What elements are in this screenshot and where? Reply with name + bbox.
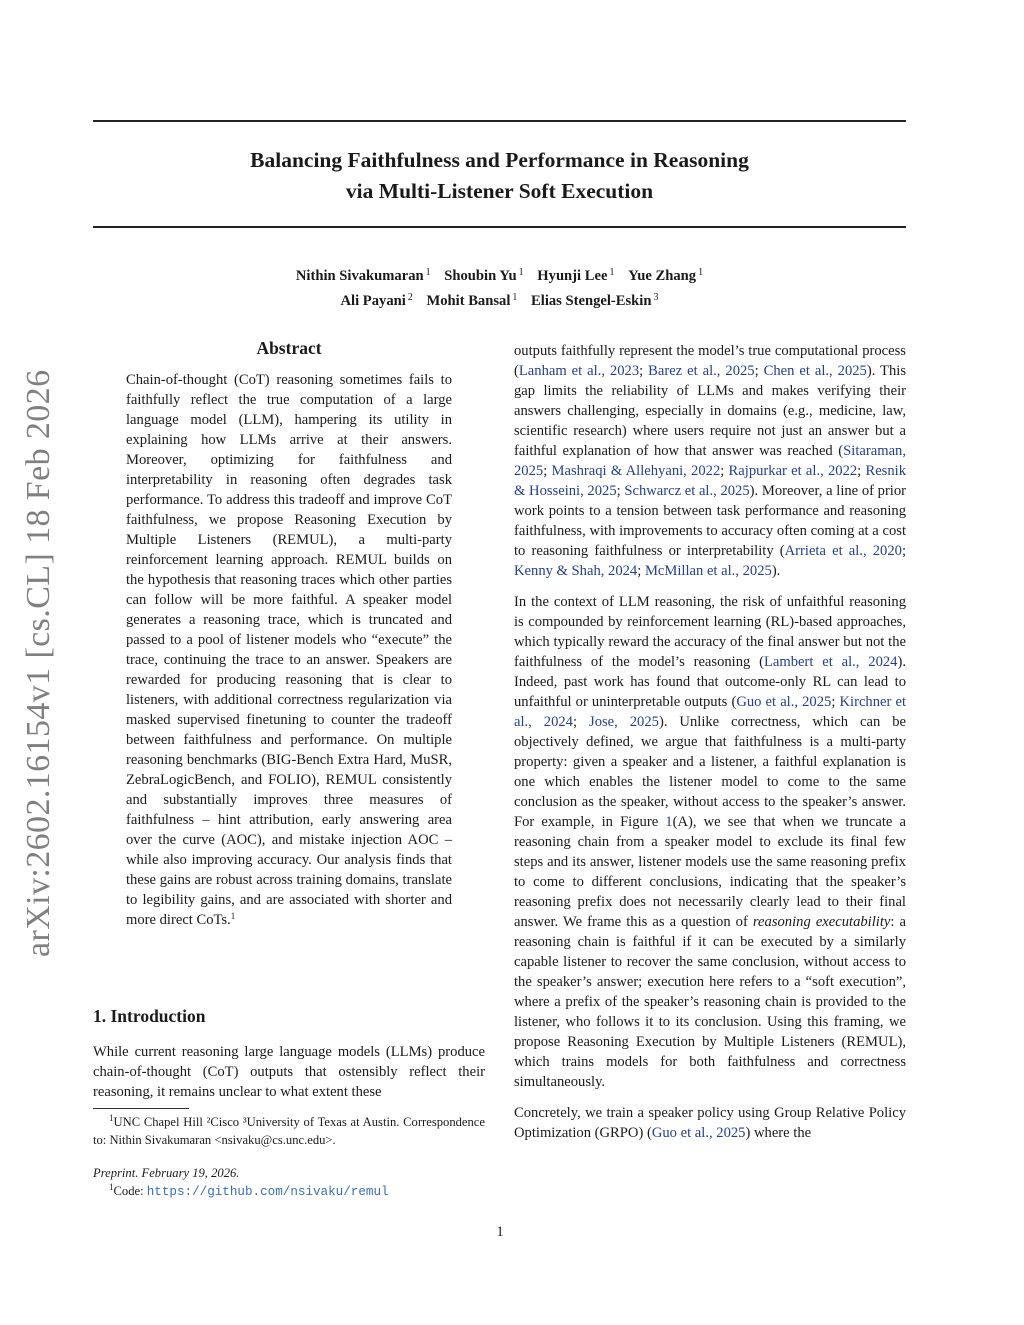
author-name: Ali Payani $^2$ (340, 292, 413, 309)
introduction-heading: 1. Introduction (93, 1006, 206, 1026)
author-line-2 (93, 287, 906, 312)
citation-link[interactable]: Chen et al., 2025 (763, 363, 867, 379)
abstract-heading: Abstract (256, 338, 322, 358)
abstract-text: Chain-of-thought (CoT) reasoning sometimes fails to faithfully reflect the true computation of a large language model (LLM), hampering its utility in explaining how LLMs arrive at their answers. Moreover, optimizing for faithfulness and interpretability in reasoning often degrades task performance. To address this tradeoff and improve CoT faithfulness, we propose Reasoning Execution by Multiple Listeners (REMUL), a multi-party reinforcement learning approach. REMUL builds on the hypothesis that reasoning traces which other parties can follow will be more faithful. A speaker model generates a reasoning trace, which is truncated and passed to a pool of listener models who “execute” the trace, continuing the trace to an answer. Speakers are rewarded for producing reasoning that is clear to listeners, with additional correctness regularization via masked supervised finetuning to counter the tradeoff between faithfulness and performance. On multiple reasoning benchmarks (BIG-Bench Extra Hard, MuSR, ZebraLogicBench, and FOLIO), REMUL consistently and substantially improves three measures of faithfulness – hint attribution, early answering area over the curve (AOC), and mistake injection AOC – while also improving accuracy. Our analysis finds that these gains are robust across training domains, translate to legibility gains, and are associated with shorter and more direct CoTs.$^1$ (126, 372, 452, 928)
citation-link[interactable]: Schwarcz et al., 2025 (624, 483, 750, 499)
citation-link[interactable]: Kenny & Shah, 2024 (514, 563, 638, 579)
title-bottom-rule (93, 226, 906, 228)
title-line-1: Balancing Faithfulness and Performance in Reasoning (250, 148, 749, 172)
citation-link[interactable]: Kirchner et al., 2024 (514, 694, 907, 730)
author-name: Elias Stengel-Eskin $^3$ (531, 292, 659, 309)
citation-link[interactable]: Resnik & Hosseini, 2025 (514, 463, 907, 499)
citation-link[interactable]: Barez et al., 2025 (648, 363, 755, 379)
emphasized-term: reasoning executability (752, 914, 891, 930)
author-line-1 (93, 262, 906, 287)
paragraph-text: In the context of LLM reasoning, the risk of unfaithful reasoning is compounded by reinforcement learning (RL)-based approaches, which typically reward the accuracy of the final answer but not the faithfulness of the model’s reasoning ( (514, 594, 906, 670)
paragraph-text: ; (572, 714, 590, 730)
author-name: Shoubin Yu $^1$ (444, 267, 524, 284)
top-rule (93, 120, 906, 122)
author-name: Yue Zhang $^1$ (628, 267, 704, 284)
paragraph-1 (514, 341, 906, 581)
citation-link[interactable]: 1 (665, 814, 673, 830)
paragraph-text: (A), we see that when we truncate a reasoning chain from a speaker model to exclude its final few steps and its answer, listener models use the same reasoning prefix to come to different conclusions, indicating that the speaker’s reasoning prefix does not necessarily clearly lead to their final answer. We frame this as a question of (514, 814, 906, 930)
code-url-link[interactable]: https://github.com/nsivaku/remul (146, 1185, 389, 1199)
paragraph-text: ; (543, 463, 552, 479)
citation-link[interactable]: Mashraqi & Allehyani, 2022 (551, 463, 721, 479)
paper-title (93, 145, 906, 207)
citation-link[interactable]: Guo et al., 2025 (651, 1125, 746, 1141)
citation-link[interactable]: Arrieta et al., 2020 (784, 543, 902, 559)
paragraph-text: ; (639, 363, 649, 379)
paragraph-text: ). (771, 563, 781, 579)
paragraph-text: ) where the (745, 1125, 812, 1141)
preprint-note: Preprint. February 19, 2026. (93, 1166, 240, 1180)
paragraph-text: ; (901, 543, 907, 559)
paragraph-text: ; (720, 463, 729, 479)
author-list (93, 262, 906, 312)
paragraph-text: ; (616, 483, 625, 499)
citation-link[interactable]: Lambert et al., 2024 (764, 654, 898, 670)
title-line-2: via Multi-Listener Soft Execution (345, 179, 654, 203)
paragraph-text: ). Indeed, past work has found that outcome-only RL can lead to unfaithful or uninterpretable outputs ( (514, 654, 906, 710)
introduction-text: While current reasoning large language models (LLMs) produce chain-of-thought (CoT) outputs that ostensibly reflect their reasoning, it remains unclear to what extent these (93, 1044, 485, 1100)
paragraph-3 (514, 1103, 906, 1143)
citation-link[interactable]: Guo et al., 2025 (736, 694, 832, 710)
paragraph-text: ; (857, 463, 866, 479)
paragraph-text: ; (831, 694, 840, 710)
paragraph-2 (514, 592, 906, 1092)
page-number: 1 (496, 1224, 504, 1240)
paragraph-text: ). This gap limits the reliability of LLMs and makes verifying their answers challenging, especially in domains (e.g., medicine, law, scientific research) where users require not just an answer but a faithful explanation of how that answer was reached ( (514, 363, 906, 459)
paragraph-text: ; (754, 363, 764, 379)
footnote-mark[interactable]: 1 (230, 911, 236, 921)
paragraph-text: outputs faithfully represent the model’s true computational process ( (514, 343, 906, 379)
citation-link[interactable]: Rajpurkar et al., 2022 (728, 463, 858, 479)
author-name: Mohit Bansal $^1$ (426, 292, 518, 309)
citation-link[interactable]: Lanham et al., 2023 (518, 363, 640, 379)
affiliation-footnote: $^1$UNC Chapel Hill ²Cisco ³University of Texas at Austin. Correspondence to: Nithin Sivakumaran <nsivaku@cs.unc.edu>. (93, 1113, 485, 1147)
author-name: Nithin Sivakumaran $^1$ (295, 267, 431, 284)
citation-link[interactable]: Sitaraman, 2025 (514, 443, 906, 479)
citation-link[interactable]: Jose, 2025 (589, 714, 659, 730)
code-footnote: $^1$Code: https://github.com/nsivaku/remul (109, 1182, 389, 1199)
arxiv-identifier[interactable]: arXiv:2602.16154v1 [cs.CL] 18 Feb 2026 (20, 369, 57, 957)
paragraph-text: : a reasoning chain is faithful if it can be executed by a similarly capable listener to recover the same conclusion, without access to the speaker’s answer; execution here refers to a “soft execution”, where a prefix of the speaker’s reasoning chain is provided to the listener, who follows it to its conclusion. Using this framing, we propose Reasoning Execution by Multiple Listeners (REMUL), which trains models for both faithfulness and correctness simultaneously. (514, 914, 906, 1090)
paragraph-text: ). Moreover, a line of prior work points to a tension between task performance and reasoning faithfulness, with improvements to accuracy often coming at a cost to reasoning faithfulness or interpretability ( (514, 483, 907, 559)
right-column (514, 341, 906, 1154)
paragraph-text: ). Unlike correctness, which can be objectively defined, we argue that faithfulness is a multi-party property: given a speaker and a listener, a faithful explanation is one which enables the listener model to come to the same conclusion as the speaker, without access to the speaker’s answer. For example, in Figure (514, 714, 906, 830)
citation-link[interactable]: McMillan et al., 2025 (644, 563, 772, 579)
paragraph-text: Concretely, we train a speaker policy using Group Relative Policy Optimization (GRPO) ( (514, 1105, 906, 1141)
author-name: Hyunji Lee $^1$ (537, 267, 615, 284)
footnote-rule (93, 1108, 189, 1109)
paragraph-text: ; (637, 563, 645, 579)
